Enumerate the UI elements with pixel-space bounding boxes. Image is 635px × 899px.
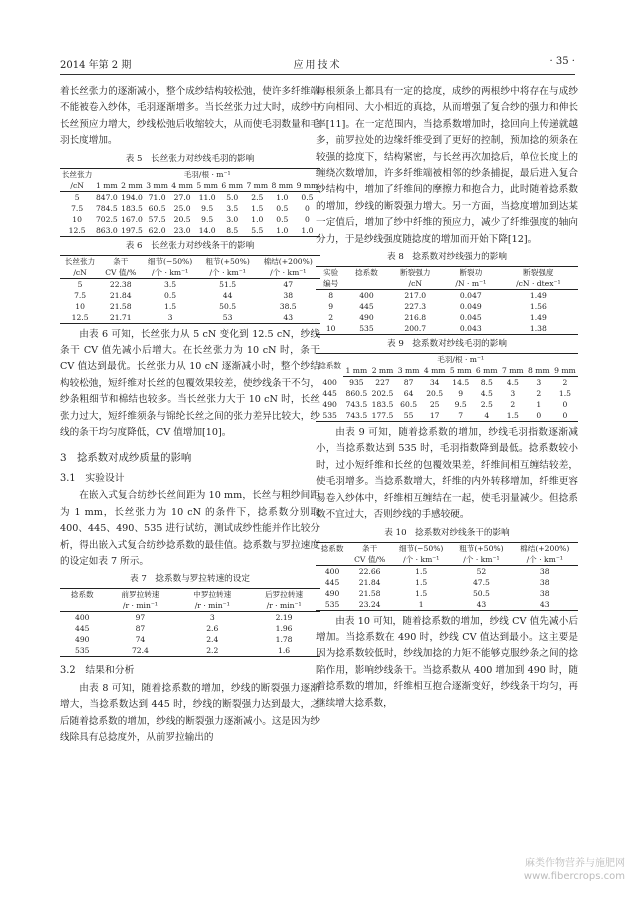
table-cell: 847.0	[95, 192, 118, 202]
subsection-heading: 3.2 结果和分析	[60, 665, 135, 677]
paragraph: 着长丝张力的逐渐减小，整个成纱结构较松弛，使许多纤维端不能被卷入纱体，毛羽逐渐增多。当长丝张力过大时，成纱中长丝预应力增大，纱线松弛后收缩较大，从而使毛羽数量和毛羽长度增加。	[60, 86, 320, 147]
table-cell: 38.5	[279, 301, 297, 311]
table-header: 1 mm	[343, 365, 369, 377]
table-cell: 1.0	[251, 214, 264, 224]
paragraph: 在嵌入式复合纺纱长丝间距为 10 mm，长丝与粗纱间距为 1 mm，长丝张力为 10 cN 的条件下，捻系数分别取 400、445、490、535 进行试纺，测试成纱性能并作比较分析，得出嵌入式复合纺纱捻系数的最佳值。捻系数与罗拉速度的设定如表 7 所示。	[60, 490, 320, 567]
table-cell: 2.5	[251, 192, 264, 202]
table-cell: 0.5	[276, 214, 289, 224]
table-row	[60, 623, 320, 634]
table-cell: 3.5	[226, 203, 239, 213]
table-cell: 12.5	[60, 225, 94, 237]
table-cell: 38	[539, 588, 550, 598]
table-cell: 445	[322, 389, 337, 399]
table-cell: 25.0	[173, 203, 191, 213]
table-header: /个 · km⁻¹	[199, 267, 257, 279]
paragraph: 每根须条上都具有一定的捻度，成纱的两根纱中将存在与成纱方向相同、大小相近的真捻，从而增强了复合纱的强力和伸长率[11]。在一定范围内，当捻系数增加时，捻回向上传递就越多，前罗拉处的边缘纤维受到了更好的控制，预加捻的须条在较强的捻度下，结构紧密，与长丝再次加捻后，单位长度上的缠绕次数增加，许多纤维端被相邻的纱条捕捉，最后进入复合纱结构中，增加了纤维间的摩擦力和抱合力，此时随着捻系数的增加，纱线的断裂强力增大。另一方面，当捻度增加到达某一定值后，增加了纱中纤维的预应力，减少了纤维强度的轴向分力，于是纱线强度随捻度的增加而开始下降[12]。	[316, 86, 578, 245]
table-8	[316, 266, 578, 335]
table-header: 中罗拉转速	[176, 589, 248, 601]
table-header: 长丝张力	[60, 255, 100, 267]
table-cell: 11.0	[198, 192, 216, 202]
table-cell: 3	[536, 378, 542, 388]
table-header: /个 · km⁻¹	[512, 554, 579, 566]
table-cell: 7.5	[74, 290, 87, 300]
paragraph: 由表 6 可知，长丝张力从 5 cN 变化到 12.5 cN，纱线条干 CV 值先减小后增大。在长丝张力为 10 cN 时，条干 CV 值达到最优。长丝张力从 10 cN 逐渐减小时，整个纱结构较松弛，短纤维对长丝的包覆效果较差，使纱线条干不匀，纱条粗细节和棉结也较多。当长丝张力大于 10 cN 时，长丝张力过大，短纤维须条与锦纶长丝之间的张力差异比较大，纱线的条干均匀度降低，CV 值增加[10]。	[60, 328, 320, 439]
table-cell: 200.7	[388, 323, 443, 335]
header-rule	[60, 74, 575, 75]
table-cell: 4.5	[480, 389, 493, 399]
table-cell: 1.78	[275, 635, 293, 645]
table-cell: 445	[359, 302, 374, 312]
table-cell: 38	[283, 290, 294, 300]
table-cell: 5	[74, 192, 80, 202]
table-cell: 2	[328, 313, 334, 323]
table-cell: 535	[345, 323, 387, 335]
table-header: 实验	[316, 267, 345, 279]
table-cell: 47	[283, 279, 294, 289]
table-caption: 表 6 长丝张力对纱线条干的影响	[125, 240, 255, 251]
table-row	[316, 399, 578, 410]
table-header: 1 mm	[96, 180, 118, 190]
table-cell: 2.6	[206, 624, 219, 634]
table-cell: 227	[375, 378, 390, 388]
table-header: 编号	[316, 278, 345, 290]
table-header	[316, 554, 348, 566]
table-header: /个 · km⁻¹	[256, 267, 320, 279]
table-9	[316, 353, 578, 422]
table-header: 毛羽/根 · m⁻¹	[343, 354, 578, 366]
table-header: 6 mm	[474, 365, 500, 377]
right-column	[316, 84, 578, 712]
table-cell: 9	[328, 302, 334, 312]
table-row	[316, 565, 578, 577]
table-cell: 74	[135, 635, 146, 645]
table-cell: 216.8	[404, 313, 427, 323]
table-row	[316, 388, 578, 399]
table-header: 4 mm	[171, 180, 193, 190]
table-cell: 7.5	[71, 203, 84, 213]
table-cell: 1.5	[500, 410, 526, 422]
table-10	[316, 542, 578, 611]
table-header: /r · min⁻¹	[176, 600, 248, 612]
table-cell: 27.0	[173, 192, 191, 202]
table-cell: 10	[75, 301, 85, 311]
table-cell: 400	[322, 377, 337, 387]
table-cell: 44	[222, 290, 233, 300]
table-cell: 21.84	[109, 290, 132, 300]
issue-label: 2014 年第 2 期	[60, 60, 132, 71]
table-header: 6 mm	[221, 180, 244, 190]
table-cell: 3	[510, 389, 516, 399]
table-cell: 43	[256, 312, 320, 324]
table-cell: 9.5	[454, 400, 467, 410]
table-cell: 3.5	[164, 279, 177, 289]
table-cell: 72.4	[105, 645, 177, 657]
table-cell: 60.5	[148, 203, 166, 213]
table-cell: 0	[552, 410, 578, 422]
table-row	[316, 290, 578, 302]
table-cell: 8	[328, 291, 334, 301]
table-header	[60, 600, 105, 612]
table-cell: 863.0	[95, 225, 118, 235]
table-cell: 743.5	[343, 410, 369, 422]
table-cell: 0.5	[301, 192, 314, 202]
table-header: 粗节(+50%)	[451, 542, 511, 554]
table-cell: 0.047	[459, 291, 482, 301]
left-column	[60, 84, 320, 746]
table-cell: 47.5	[472, 577, 490, 587]
table-header: 8 mm	[526, 365, 552, 377]
table-header: /个 · km⁻¹	[141, 267, 199, 279]
table-caption: 表 5 长丝张力对纱线毛羽的影响	[125, 153, 255, 164]
table-cell: 21.71	[100, 312, 141, 324]
table-header: 棉结(+200%)	[512, 542, 579, 554]
table-cell: 227.3	[404, 302, 427, 312]
table-header: 棉结(+200%)	[256, 255, 320, 267]
table-cell: 97	[135, 613, 146, 623]
table-header: 4 mm	[422, 365, 448, 377]
table-row	[60, 290, 320, 301]
table-cell: 1.0	[270, 225, 295, 237]
table-cell: 22.38	[109, 279, 132, 289]
page-header	[60, 56, 575, 70]
table-cell: 9	[458, 389, 464, 399]
table-cell: 1	[536, 400, 542, 410]
table-header: 毛羽/根 · m⁻¹	[94, 168, 320, 180]
table-cell: 1.5	[251, 203, 264, 213]
table-cell: 5	[77, 279, 83, 289]
subsection-heading: 3.1 实验设计	[60, 472, 125, 484]
table-cell: 8.5	[220, 225, 245, 237]
table-cell: 60.5	[400, 400, 418, 410]
page-number: · 35 ·	[549, 56, 575, 67]
table-header: 5 mm	[448, 365, 474, 377]
table-header: /个 · km⁻¹	[451, 554, 511, 566]
table-row	[316, 301, 578, 312]
table-cell: 1.96	[275, 624, 293, 634]
table-header: 断裂强度	[499, 267, 578, 279]
table-cell: 0	[562, 400, 568, 410]
table-header: 长丝张力	[61, 169, 93, 179]
table-cell: 10	[72, 214, 82, 224]
table-cell: 445	[75, 624, 90, 634]
table-cell: 400	[359, 291, 374, 301]
table-cell: 14.0	[195, 225, 220, 237]
table-cell: 0.049	[459, 302, 482, 312]
table-cell: 23.0	[170, 225, 195, 237]
table-cell: 2.5	[480, 400, 493, 410]
table-cell: 0	[526, 410, 552, 422]
table-cell: 3.0	[226, 214, 239, 224]
table-row	[60, 634, 320, 645]
table-cell: 53	[199, 312, 257, 324]
table-header: 3 mm	[146, 180, 168, 190]
table-header: 捻系数	[316, 354, 343, 377]
table-cell: 62.0	[145, 225, 170, 237]
table-cell: 0.043	[443, 323, 499, 335]
table-cell: 20.5	[173, 214, 191, 224]
table-header: 9 mm	[552, 365, 578, 377]
table-row	[60, 645, 320, 657]
table-cell: 860.5	[345, 389, 368, 399]
table-row	[60, 214, 320, 225]
table-cell: 87	[403, 378, 414, 388]
table-header: /cN	[388, 278, 443, 290]
table-header: /N · m⁻¹	[443, 278, 499, 290]
table-header: /r · min⁻¹	[248, 600, 320, 612]
table-cell: 21.84	[358, 577, 381, 587]
table-header: CV 值/%	[100, 267, 141, 279]
table-cell: 1.5	[415, 566, 428, 576]
table-header: 粗节(+50%)	[199, 255, 257, 267]
table-cell: 535	[316, 410, 343, 422]
table-row	[316, 312, 578, 323]
table-cell: 52	[476, 566, 487, 576]
table-cell: 217.0	[404, 291, 427, 301]
table-row	[60, 312, 320, 324]
table-cell: 445	[324, 577, 340, 587]
table-cell: 43	[451, 599, 511, 611]
table-cell: 1	[391, 599, 451, 611]
table-cell: 1.0	[295, 225, 320, 237]
table-cell: 38	[539, 566, 550, 576]
table-cell: 535	[316, 599, 348, 611]
paragraph: 由表 10 可知，随着捻系数的增加，纱线 CV 值先减小后增加。当捻系数在 490 时，纱线 CV 值达到最小。这主要是因为捻系数较低时，纱线加捻的力矩不能够克服纱条之间的捻陷作用，影响纱线条干。当捻系数从 400 增加到 490 时，随着捻系数的增加，纤维相互抱合逐渐变好，纱线条干均匀，再继续增大捻系数，	[316, 615, 578, 709]
table-header: 条干	[100, 255, 141, 267]
table-cell: 1.49	[529, 313, 547, 323]
table-cell: 535	[60, 645, 105, 657]
table-cell: 194.0	[121, 192, 143, 202]
table-cell: 183.5	[121, 203, 143, 213]
table-cell: 9.5	[201, 203, 214, 213]
table-cell: 1.49	[529, 291, 547, 301]
table-row	[316, 377, 578, 389]
table-cell: 55	[396, 410, 422, 422]
table-cell: 2.4	[206, 635, 219, 645]
watermark-line: 麻类作物营养与施肥网	[525, 858, 625, 869]
table-cell: 202.5	[371, 389, 394, 399]
table-cell: 490	[324, 588, 340, 598]
table-cell: 0.5	[164, 290, 177, 300]
table-header: 细节(−50%)	[141, 255, 199, 267]
table-caption: 表 8 捻系数对纱线强力的影响	[387, 252, 507, 263]
table-cell: 23.24	[348, 599, 391, 611]
table-cell: 9.5	[201, 214, 214, 224]
table-cell: 5.0	[226, 192, 239, 202]
table-header: /cN	[60, 180, 94, 192]
table-cell: 34	[429, 378, 440, 388]
watermark-line: www.fibercrops.com	[523, 871, 625, 882]
table-header: /个 · km⁻¹	[391, 554, 451, 566]
table-6	[60, 255, 320, 324]
table-cell: 784.5	[95, 203, 118, 213]
table-row	[60, 612, 320, 624]
table-header: /cN · dtex⁻¹	[499, 278, 578, 290]
table-cell: 17	[422, 410, 448, 422]
table-cell: 1.5	[415, 577, 428, 587]
table-header: 细节(−50%)	[391, 542, 451, 554]
table-row	[316, 599, 578, 611]
table-cell: 490	[359, 313, 374, 323]
table-cell: 0.045	[459, 313, 482, 323]
table-header: 2 mm	[121, 180, 143, 190]
table-header: 后罗拉转速	[248, 589, 320, 601]
table-row	[60, 203, 320, 214]
table-row	[316, 588, 578, 599]
table-row	[60, 278, 320, 290]
table-row	[60, 301, 320, 312]
table-header: 捻系数	[345, 267, 387, 279]
paragraph: 由表 9 可知，随着捻系数的增加，纱线毛羽指数逐渐减小，当捻系数达到 535 时，毛羽指数降到最低。捻系数较小时，过小短纤维和长丝的包覆效果差，纤维间相互缠结较差，使毛羽增多。当捻系数增大，纤维的内外转移增加，纤维更容易卷入纱体中，纤维相互缠结在一起，使毛羽量减少。但捻系数不宜过大，否则纱线的手感较硬。	[316, 427, 578, 521]
table-cell: 12.5	[60, 312, 100, 324]
table-header: 断裂功	[443, 267, 499, 279]
table-cell: 2	[562, 378, 568, 388]
table-caption: 表 7 捻系数与罗拉转速的设定	[130, 574, 250, 585]
table-header: 7 mm	[246, 180, 269, 190]
table-cell: 2.19	[275, 613, 293, 623]
table-row	[316, 410, 578, 422]
table-row	[60, 225, 320, 237]
table-cell: 64	[403, 389, 414, 399]
table-header: 捻系数	[60, 589, 105, 601]
table-cell: 87	[135, 624, 146, 634]
table-cell: 490	[322, 400, 337, 410]
table-cell: 4	[474, 410, 500, 422]
table-cell: 3	[141, 312, 199, 324]
table-row	[316, 577, 578, 588]
table-header: /r · min⁻¹	[105, 600, 177, 612]
table-header: 8 mm	[271, 180, 294, 190]
table-cell: 167.0	[121, 214, 143, 224]
table-cell: 71.0	[148, 192, 166, 202]
table-cell: 2	[536, 389, 542, 399]
table-row	[316, 323, 578, 335]
table-header: 前罗拉转速	[105, 589, 177, 601]
table-cell: 14.5	[452, 378, 470, 388]
table-cell: 57.5	[148, 214, 166, 224]
table-cell: 1.5	[164, 301, 177, 311]
table-header: CV 值/%	[348, 554, 391, 566]
table-header: 5 mm	[196, 180, 218, 190]
table-caption: 表 10 捻系数对纱线条干的影响	[384, 527, 510, 538]
table-cell: 21.58	[358, 588, 381, 598]
table-cell: 0	[305, 203, 310, 213]
table-cell: 0	[305, 214, 310, 224]
table-header: 捻系数	[316, 542, 348, 554]
table-cell: 0.5	[276, 203, 289, 213]
table-row	[60, 191, 320, 203]
table-caption: 表 9 捻系数对纱线毛羽的影响	[387, 339, 507, 350]
table-cell: 2.2	[176, 645, 248, 657]
watermark	[524, 857, 625, 883]
table-header: 9 mm	[296, 180, 319, 190]
table-header: 条干	[348, 542, 391, 554]
table-5	[60, 168, 320, 237]
table-header: /cN	[60, 267, 100, 279]
table-cell: 4.5	[506, 378, 519, 388]
table-cell: 8.5	[480, 378, 493, 388]
table-cell: 183.5	[371, 400, 394, 410]
table-cell: 1.5	[558, 389, 571, 399]
table-7	[60, 588, 320, 657]
table-cell: 7	[448, 410, 474, 422]
table-cell: 490	[75, 635, 90, 645]
section-heading: 3 捻系数对成纱质量的影响	[60, 452, 192, 465]
table-cell: 702.5	[95, 214, 118, 224]
table-cell: 177.5	[369, 410, 395, 422]
table-cell: 25	[429, 400, 440, 410]
table-cell: 3	[209, 613, 215, 623]
table-cell: 50.5	[219, 301, 237, 311]
table-cell: 400	[75, 613, 90, 623]
table-cell: 1.5	[415, 588, 428, 598]
table-cell: 51.5	[219, 279, 237, 289]
table-cell: 43	[512, 599, 579, 611]
table-cell: 1.56	[529, 302, 547, 312]
table-cell: 10	[316, 323, 345, 335]
table-cell: 1.6	[248, 645, 320, 657]
table-cell: 20.5	[426, 389, 444, 399]
table-cell: 197.5	[121, 225, 143, 235]
table-cell: 50.5	[472, 588, 490, 598]
table-cell: 1.0	[276, 192, 289, 202]
table-cell: 400	[324, 566, 340, 576]
table-header	[345, 278, 387, 290]
table-cell: 5.5	[245, 225, 270, 237]
table-cell: 21.58	[109, 301, 132, 311]
table-header: 2 mm	[369, 365, 395, 377]
table-cell: 38	[539, 577, 550, 587]
table-cell: 1.38	[499, 323, 578, 335]
table-cell: 2	[510, 400, 516, 410]
table-header: 7 mm	[500, 365, 526, 377]
table-cell: 935	[349, 378, 364, 388]
table-header: 3 mm	[396, 365, 422, 377]
table-cell: 743.5	[345, 400, 368, 410]
journal-section: 应用技术	[293, 60, 342, 71]
table-header: 断裂强力	[388, 267, 443, 279]
table-cell: 22.66	[358, 566, 381, 576]
paragraph: 由表 8 可知，随着捻系数的增加，纱线的断裂强力逐渐增大，当捻系数达到 445 时，纱线的断裂强力达到最大，之后随着捻系数的增加，纱线的断裂强力逐渐减小。这是因为纱线除具有总捻度外，从前罗拉输出的	[60, 682, 320, 743]
